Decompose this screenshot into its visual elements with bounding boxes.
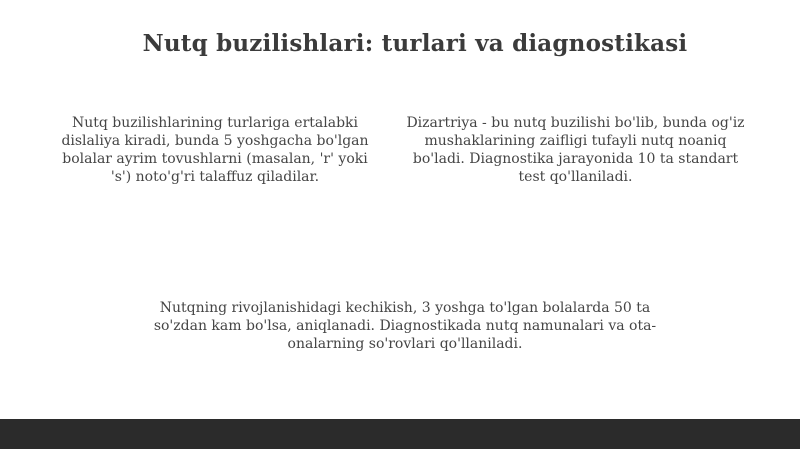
- paragraph-speech-delay: Nutqning rivojlanishidagi kechikish, 3 yoshga to'lgan bolalarda 50 ta so'zdan kam bo'lsa, aniqlanadi. Diagnostikada nutq namunalari va ota-onalarning so'rovlari qo'llaniladi.: [153, 300, 657, 352]
- slide-title: Nutq buzilishlari: turlari va diagnostikasi: [142, 30, 688, 57]
- paragraph-dislalia: Nutq buzilishlarining turlariga ertalabki dislaliya kiradi, bunda 5 yoshgacha bo'lgan bolalar ayrim tovushlarni (masalan, 'r' yoki 's') noto'g'ri talaffuz qiladilar.: [61, 115, 369, 185]
- bottom-bar: [0, 419, 800, 449]
- paragraph-dysarthria: Dizartriya - bu nutq buzilishi bo'lib, bunda og'iz mushaklarining zaifligi tufayli nutq noaniq bo'ladi. Diagnostika jarayonida 10 ta standart test qo'llaniladi.: [406, 115, 745, 185]
